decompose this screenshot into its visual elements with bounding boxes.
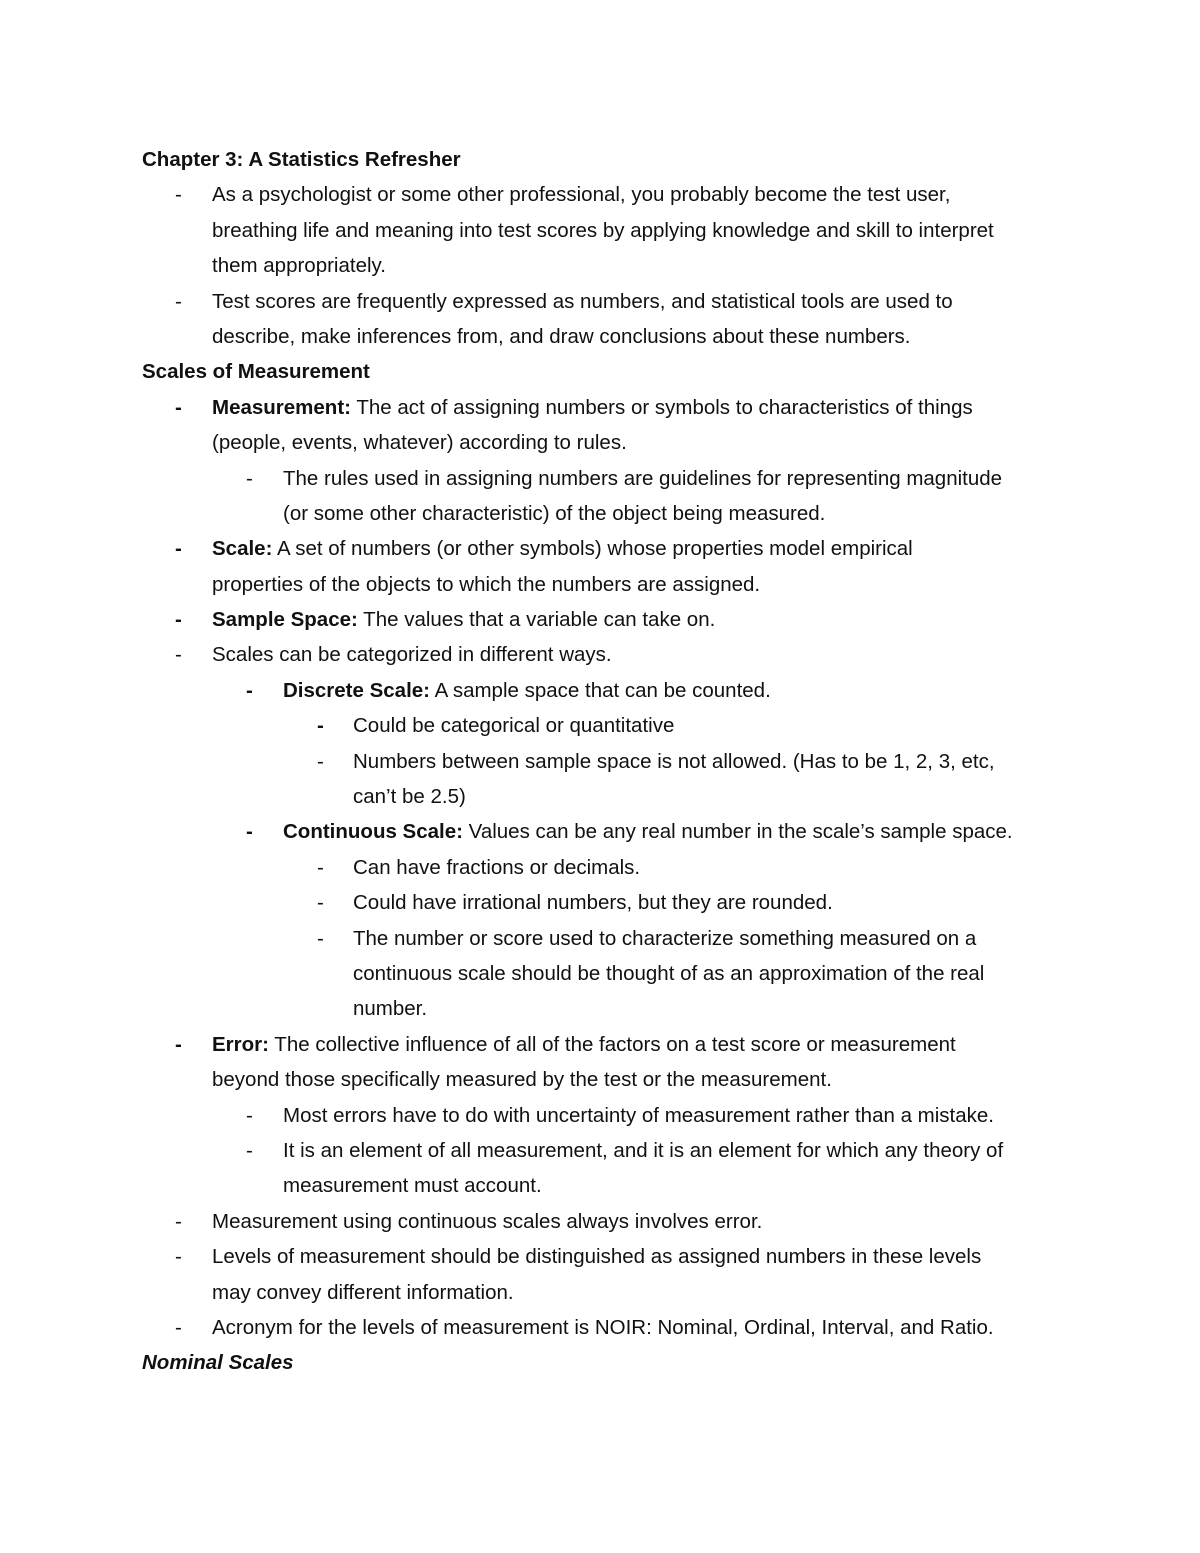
list-item-text: Scales can be categorized in different ways. xyxy=(212,643,612,667)
list-item-text: Could be categorical or quantitative xyxy=(353,714,675,738)
definition-body: The act of assigning numbers or symbols to characteristics of things xyxy=(351,395,973,419)
list-item xyxy=(142,1204,1070,1239)
term-discrete-scale: Discrete Scale: xyxy=(283,678,431,702)
list-item-text: may convey different information. xyxy=(212,1280,514,1304)
list-item-text: The number or score used to characterize something measured on a xyxy=(353,926,977,950)
definition-text xyxy=(212,1027,956,1062)
term-scale: Scale: xyxy=(212,537,273,561)
list-item-text: beyond those specifically measured by the test or the measurement. xyxy=(212,1068,832,1092)
list-item-sample-space xyxy=(142,602,1070,637)
sub-list-item-continuous xyxy=(142,814,1070,849)
list-item-text: properties of the objects to which the numbers are assigned. xyxy=(212,572,761,596)
sub-sub-list-item xyxy=(142,850,1070,885)
bullet-dash: - xyxy=(246,466,253,490)
list-item-text: measurement must account. xyxy=(283,1174,542,1198)
list-item-measurement xyxy=(142,390,1070,425)
list-item-text: Could have irrational numbers, but they are rounded. xyxy=(353,891,833,915)
term-error: Error: xyxy=(212,1032,269,1056)
sub-list-item xyxy=(142,1098,1070,1133)
list-item xyxy=(142,637,1070,672)
bullet-dash: - xyxy=(175,1209,182,1233)
definition-text xyxy=(283,814,1013,849)
sub-sub-list-item-continuation xyxy=(142,991,1070,1026)
definition-text xyxy=(212,531,913,566)
sub-list-item xyxy=(142,1133,1070,1168)
sub-list-item-continuation xyxy=(142,496,1070,531)
bullet-dash: - xyxy=(175,395,182,419)
bullet-dash: - xyxy=(175,537,182,561)
list-item-continuation xyxy=(142,213,1070,248)
list-item-text: can’t be 2.5) xyxy=(353,785,466,809)
sub-list-item-discrete xyxy=(142,673,1070,708)
definition-body: A sample space that can be counted. xyxy=(430,678,771,702)
list-item-continuation xyxy=(142,425,1070,460)
list-item xyxy=(142,177,1070,212)
list-item-continuation xyxy=(142,567,1070,602)
definition-body: The collective influence of all of the factors on a test score or measurement xyxy=(268,1032,956,1056)
sub-sub-list-item xyxy=(142,885,1070,920)
sub-sub-list-item xyxy=(142,921,1070,956)
list-item-scale xyxy=(142,531,1070,566)
term-continuous-scale: Continuous Scale: xyxy=(283,820,463,844)
term-measurement: Measurement: xyxy=(212,395,351,419)
list-item-continuation xyxy=(142,1062,1070,1097)
section-heading-nominal: Nominal Scales xyxy=(142,1351,294,1375)
bullet-dash: - xyxy=(317,926,324,950)
bullet-dash: - xyxy=(246,1103,253,1127)
list-item-text: Can have fractions or decimals. xyxy=(353,855,641,879)
bullet-dash: - xyxy=(246,678,253,702)
list-item-text: (people, events, whatever) according to rules. xyxy=(212,431,627,455)
term-sample-space: Sample Space: xyxy=(212,608,358,632)
list-item-continuation xyxy=(142,1275,1070,1310)
section-heading-scales: Scales of Measurement xyxy=(142,360,370,384)
sub-list-item xyxy=(142,461,1070,496)
chapter-title: Chapter 3: A Statistics Refresher xyxy=(142,148,461,171)
bullet-dash: - xyxy=(175,1245,182,1269)
definition-text xyxy=(212,602,715,637)
list-item xyxy=(142,1239,1070,1274)
definition-body: Values can be any real number in the scale’s sample space. xyxy=(462,820,1013,844)
list-item-text: It is an element of all measurement, and it is an element for which any theory of xyxy=(283,1138,1004,1162)
bullet-dash: - xyxy=(175,1032,182,1056)
list-item-error xyxy=(142,1027,1070,1062)
definition-body: The values that a variable can take on. xyxy=(357,608,716,632)
list-item-text: Numbers between sample space is not allowed. (Has to be 1, 2, 3, etc, xyxy=(353,749,995,773)
bullet-dash: - xyxy=(175,608,182,632)
sub-sub-list-item-continuation xyxy=(142,779,1070,814)
bullet-dash: - xyxy=(317,714,324,738)
list-item-text: Most errors have to do with uncertainty of measurement rather than a mistake. xyxy=(283,1103,994,1127)
bullet-dash: - xyxy=(246,1138,253,1162)
definition-text xyxy=(212,390,973,425)
list-item-text: describe, make inferences from, and draw conclusions about these numbers. xyxy=(212,324,911,348)
bullet-dash: - xyxy=(175,289,182,313)
list-item-continuation xyxy=(142,319,1070,354)
list-item xyxy=(142,1310,1070,1345)
bullet-dash: - xyxy=(175,183,182,207)
list-item-text: them appropriately. xyxy=(212,254,386,278)
list-item-continuation xyxy=(142,248,1070,283)
bullet-dash: - xyxy=(317,749,324,773)
list-item-text: Acronym for the levels of measurement is NOIR: Nominal, Ordinal, Interval, and Ratio. xyxy=(212,1315,994,1339)
bullet-dash: - xyxy=(175,1315,182,1339)
list-item-text: (or some other characteristic) of the object being measured. xyxy=(283,501,826,525)
list-item-text: number. xyxy=(353,997,428,1021)
sub-sub-list-item xyxy=(142,744,1070,779)
list-item-text: Test scores are frequently expressed as numbers, and statistical tools are used to xyxy=(212,289,953,313)
list-item xyxy=(142,284,1070,319)
bullet-dash: - xyxy=(317,855,324,879)
list-item-text: Measurement using continuous scales always involves error. xyxy=(212,1209,763,1233)
bullet-dash: - xyxy=(246,820,253,844)
list-item-text: continuous scale should be thought of as an approximation of the real xyxy=(353,961,985,985)
sub-sub-list-item xyxy=(142,708,1070,743)
sub-list-item-continuation xyxy=(142,1168,1070,1203)
definition-body: A set of numbers (or other symbols) whose properties model empirical xyxy=(272,537,913,561)
sub-sub-list-item-continuation xyxy=(142,956,1070,991)
definition-text xyxy=(283,673,771,708)
bullet-dash: - xyxy=(317,891,324,915)
list-item-text: breathing life and meaning into test scores by applying knowledge and skill to interpret xyxy=(212,218,994,242)
list-item-text: As a psychologist or some other professional, you probably become the test user, xyxy=(212,183,951,207)
list-item-text: The rules used in assigning numbers are guidelines for representing magnitude xyxy=(283,466,1003,490)
list-item-text: Levels of measurement should be distinguished as assigned numbers in these levels xyxy=(212,1245,982,1269)
bullet-dash: - xyxy=(175,643,182,667)
